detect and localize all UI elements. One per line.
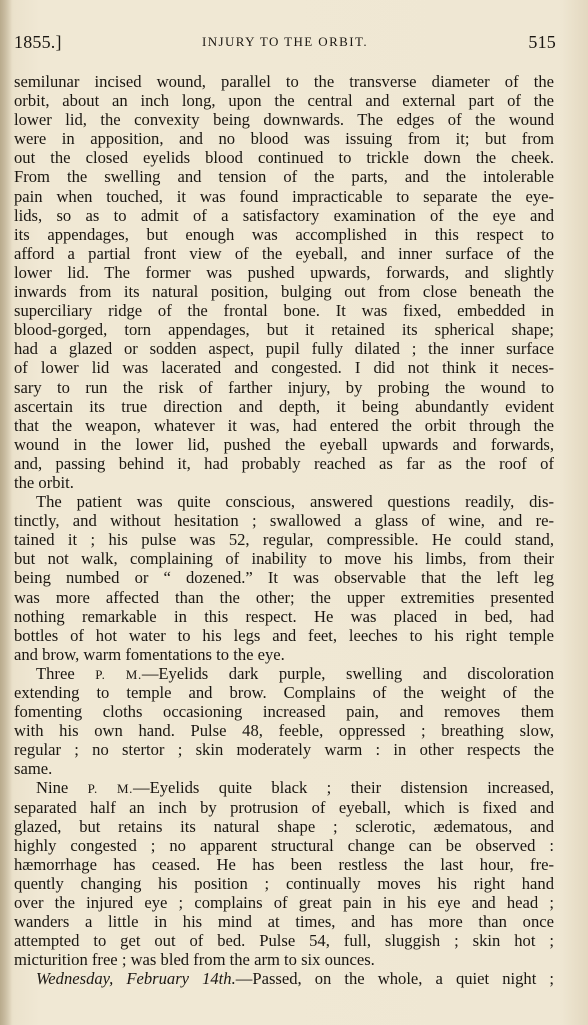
text-run: P. M. [95, 666, 142, 682]
text-line: attempted to get out of bed. Pulse 54, full, sluggish ; skin hot ; [14, 931, 554, 951]
text-line: bottles of hot water to his legs and feet, leeches to his right temple [14, 625, 554, 645]
text-line: quently changing his position ; continually moves his right hand [14, 873, 554, 893]
text-line: and brow, warm fomentations to the eye. [14, 644, 285, 664]
text-line: The patient was quite conscious, answered questions readily, dis- [36, 492, 554, 512]
text-line: highly congested ; no apparent structural change can be observed : [14, 835, 554, 855]
page-number: 515 [528, 32, 556, 52]
text-line: of lower lid was lacerated and congested. I did not think it neces- [14, 358, 554, 378]
text-line: fomenting cloths occasioning increased pain, and removes them [14, 702, 554, 722]
text-line: From the swelling and tension of the parts, and the intolerable [14, 167, 554, 187]
text-line: separated half an inch by protrusion of eyeball, which is fixed and [14, 797, 554, 817]
text-line [14, 778, 554, 797]
text-line: regular ; no stertor ; skin moderately warm : in other respects the [14, 740, 554, 760]
text-line: wound in the lower lid, pushed the eyeball upwards and forwards, [14, 434, 554, 454]
body-text [14, 72, 554, 989]
text-line: lower lid, the convexity being downwards. The edges of the wound [14, 110, 554, 130]
text-line: the orbit. [14, 472, 74, 492]
text-line [14, 664, 554, 683]
text-line: with his own hand. Pulse 48, feeble, oppressed ; breathing slow, [14, 721, 554, 741]
text-line: lids, so as to admit of a satisfactory examination of the eye and [14, 205, 554, 225]
text-line: wanders a little in his mind at times, and has more than once [14, 912, 554, 932]
text-line: afford a partial front view of the eyeball, and inner surface of the [14, 243, 554, 263]
text-line [14, 969, 554, 988]
text-line: same. [14, 759, 53, 779]
text-line: lower lid. The former was pushed upwards, forwards, and slightly [14, 262, 554, 282]
text-line: inwards from its natural position, bulging out from close beneath the [14, 282, 554, 302]
running-header [14, 30, 556, 58]
text-line: sary to run the risk of farther injury, by probing the wound to [14, 377, 554, 397]
text-line: its appendages, but enough was accomplished in this respect to [14, 224, 554, 244]
text-line: glazed, but retains its natural shape ; sclerotic, ædematous, and [14, 816, 554, 836]
gutter-shadow [0, 0, 12, 1025]
text-line: ascertain its true direction and depth, it being abundantly evident [14, 396, 554, 416]
text-line: over the injured eye ; complains of great pain in his eye and head ; [14, 893, 554, 913]
text-line: tained it ; his pulse was 52, regular, compressible. He could stand, [14, 530, 554, 550]
text-run: P. M. [87, 781, 134, 797]
text-line: pain when touched, it was found impracticable to separate the eye- [14, 186, 554, 206]
text-run: —Eyelids quite black ; their distension increased, [133, 778, 554, 798]
text-line: extending to temple and brow. Complains of the weight of the [14, 683, 554, 702]
text-run: Wednesday, February 14th. [36, 969, 236, 989]
text-line: nothing remarkable in this respect. He was placed in bed, had [14, 606, 554, 626]
text-line: blood-gorged, torn appendages, but it retained its spherical shape; [14, 320, 554, 340]
text-line: being numbed or “ dozened.” It was observable that the left leg [14, 568, 554, 588]
text-line: was more affected than the other; the upper extremities presented [14, 587, 554, 607]
text-line: had a glazed or sodden aspect, pupil fully dilated ; the inner surface [14, 339, 554, 359]
text-line: superciliary ridge of the frontal bone. It was fixed, embedded in [14, 301, 554, 321]
text-line: and, passing behind it, had probably reached as far as the roof of [14, 453, 554, 473]
text-run: Nine [36, 778, 88, 798]
text-line: hæmorrhage has ceased. He has been restless the last hour, fre- [14, 854, 554, 874]
text-line: were in apposition, and no blood was issuing from it; but from [14, 129, 554, 149]
text-line: orbit, about an inch long, upon the central and external part of the [14, 91, 554, 111]
text-line: semilunar incised wound, parallel to the transverse diameter of the [14, 72, 554, 91]
running-title: INJURY TO THE ORBIT. [202, 34, 368, 49]
year-bracket: 1855.] [14, 32, 62, 52]
text-run: —Eyelids dark purple, swelling and discoloration [141, 663, 554, 683]
text-line: tinctly, and without hesitation ; swallowed a glass of wine, and re- [14, 511, 554, 531]
text-line: out the closed eyelids blood continued to trickle down the cheek. [14, 148, 554, 168]
text-line: that the weapon, whatever it was, had entered the orbit through the [14, 415, 554, 435]
text-line: micturition free ; was bled from the arm to six ounces. [14, 950, 375, 970]
text-run: Three [36, 663, 96, 683]
text-line: but not walk, complaining of inability to move his limbs, from their [14, 549, 554, 569]
text-run: —Passed, on the whole, a quiet night ; [235, 969, 554, 989]
